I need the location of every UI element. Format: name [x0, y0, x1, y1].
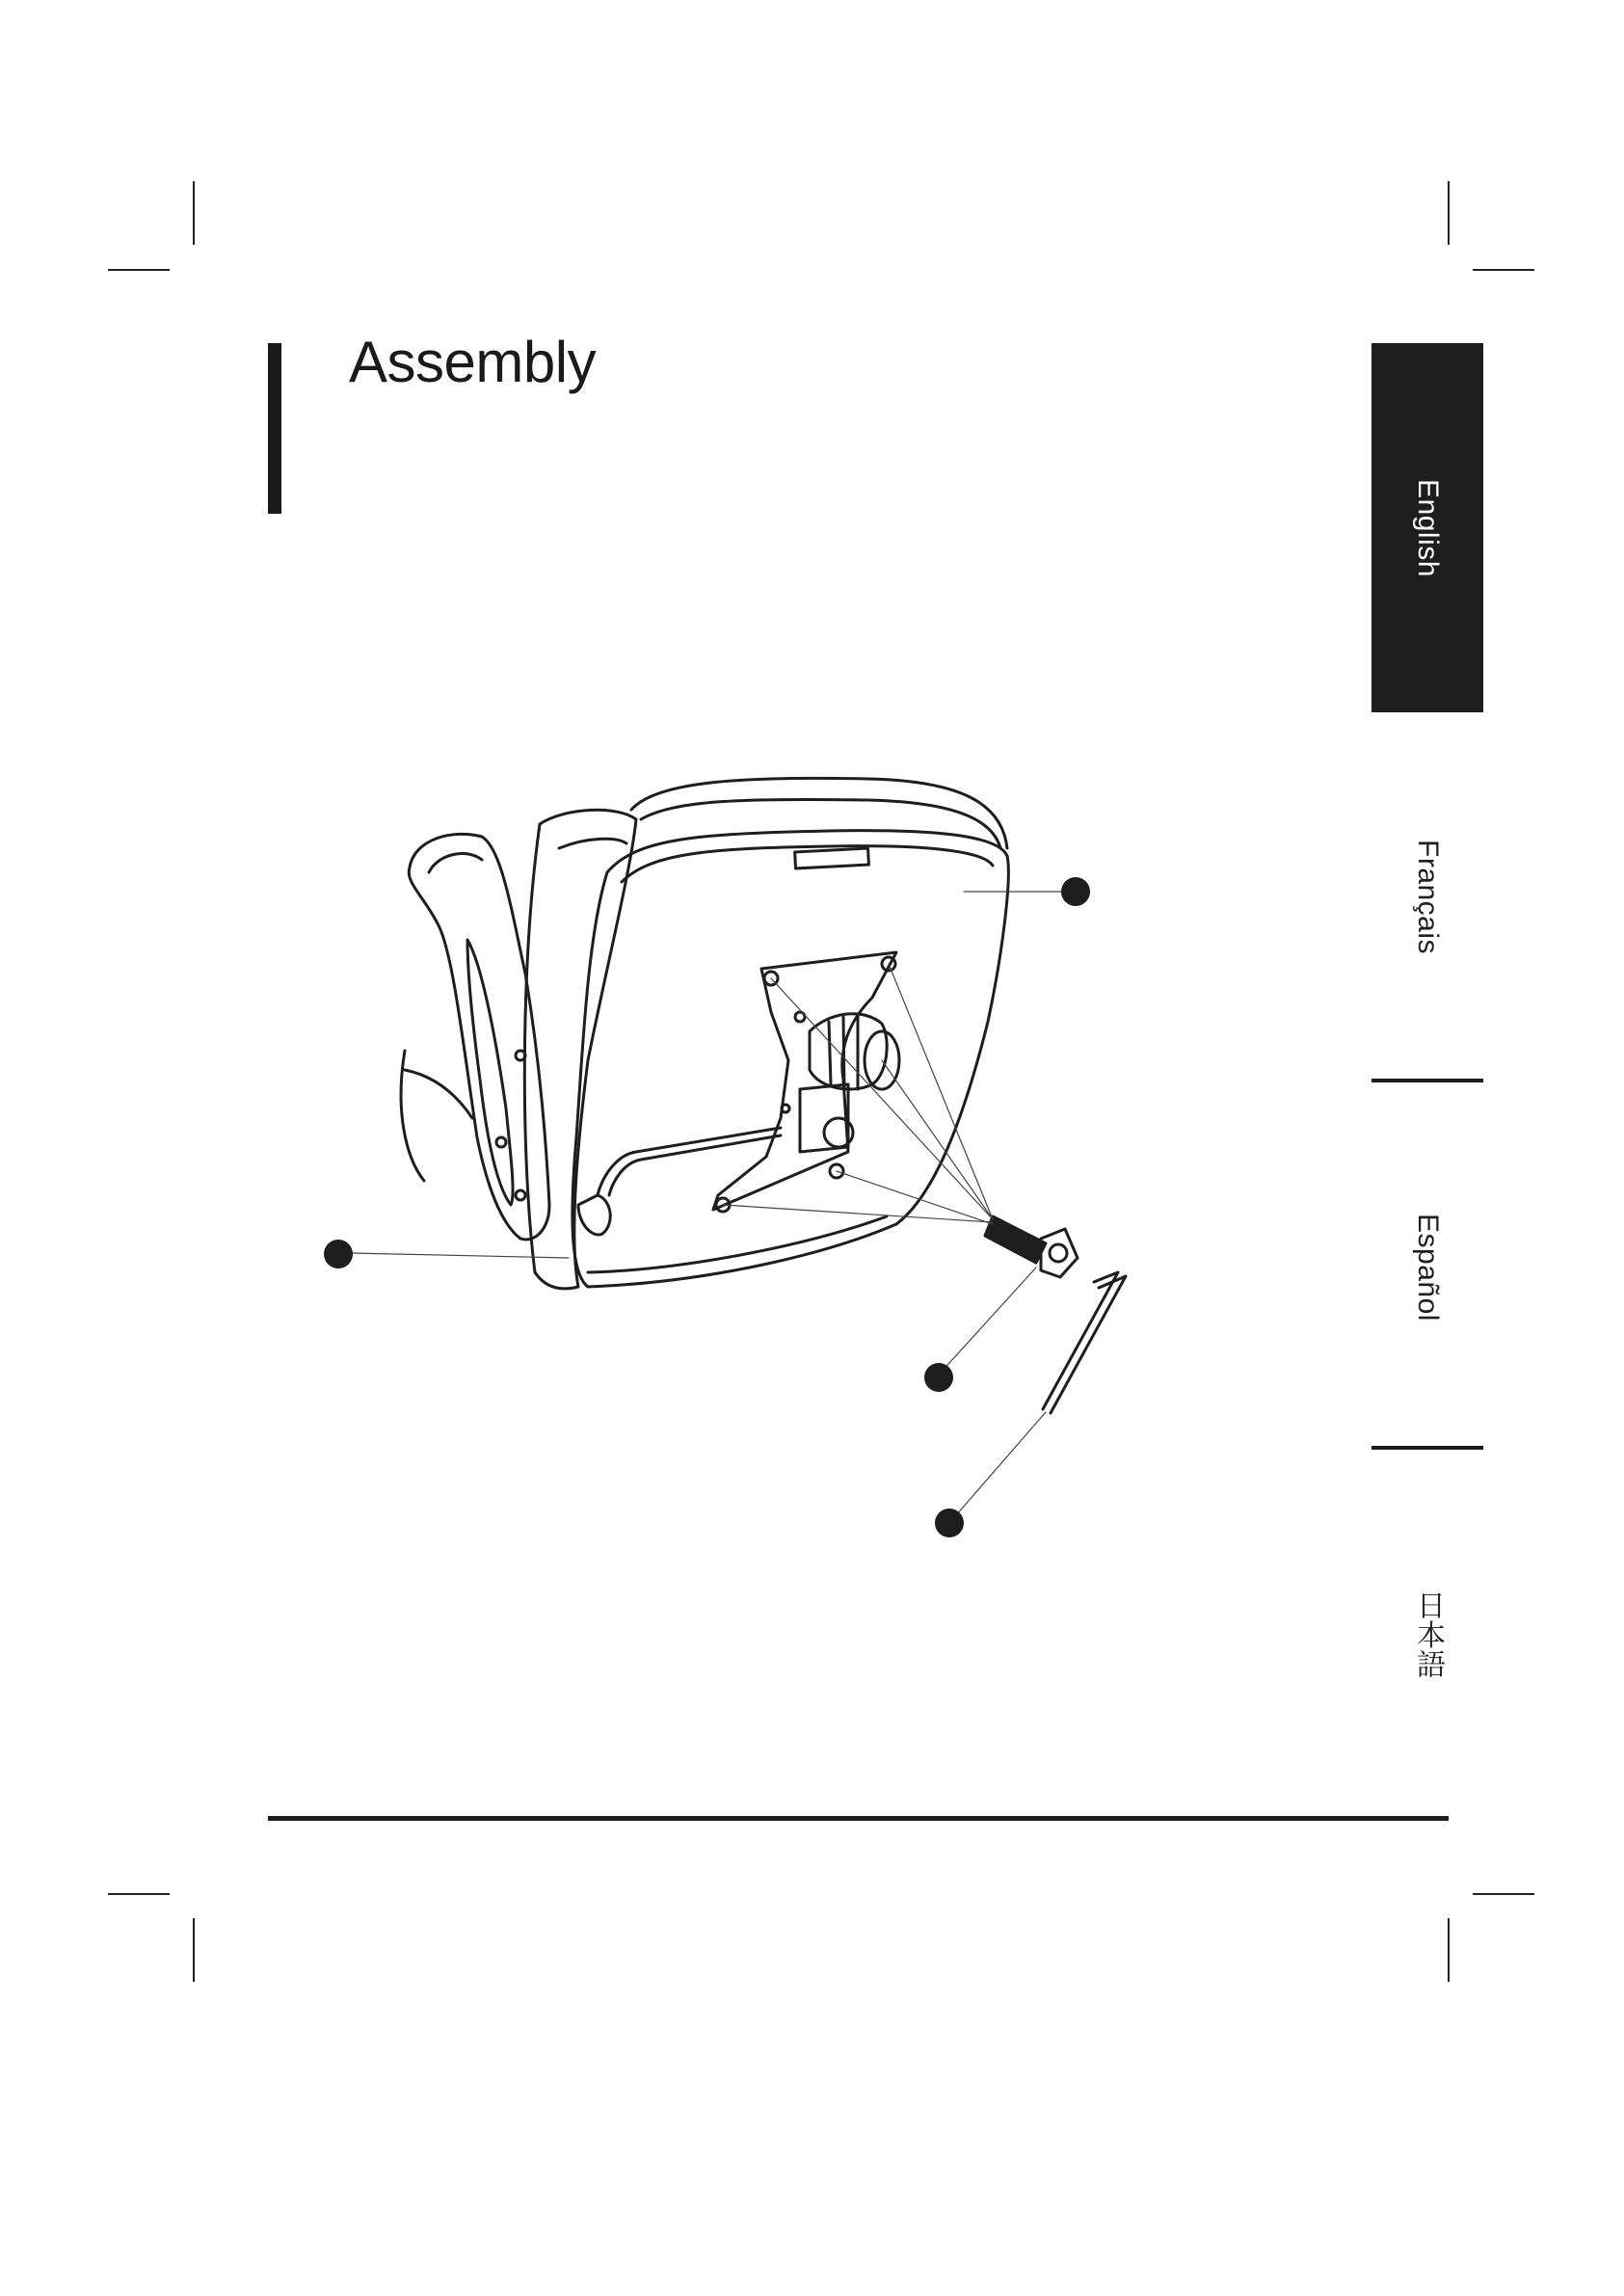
tab-francais-label: Français [1412, 839, 1444, 955]
leader-lines [352, 892, 1065, 1523]
page-title: Assembly [349, 330, 597, 394]
seat-underside-shell [572, 831, 1008, 1287]
tab-espanol-label: Español [1412, 1213, 1444, 1322]
callout-markers [324, 877, 1090, 1537]
callout-marker [924, 1363, 953, 1392]
tilt-mechanism [578, 952, 899, 1235]
tab-japanese-label: 日本語 [1412, 1589, 1444, 1679]
hex-key [1043, 1272, 1126, 1413]
callout-marker [1061, 877, 1090, 906]
bolt [985, 1216, 1078, 1277]
callout-marker [935, 1508, 964, 1537]
footer-rule [268, 1816, 1449, 1821]
tab-english-label: English [1412, 478, 1444, 577]
callout-marker [324, 1240, 353, 1268]
